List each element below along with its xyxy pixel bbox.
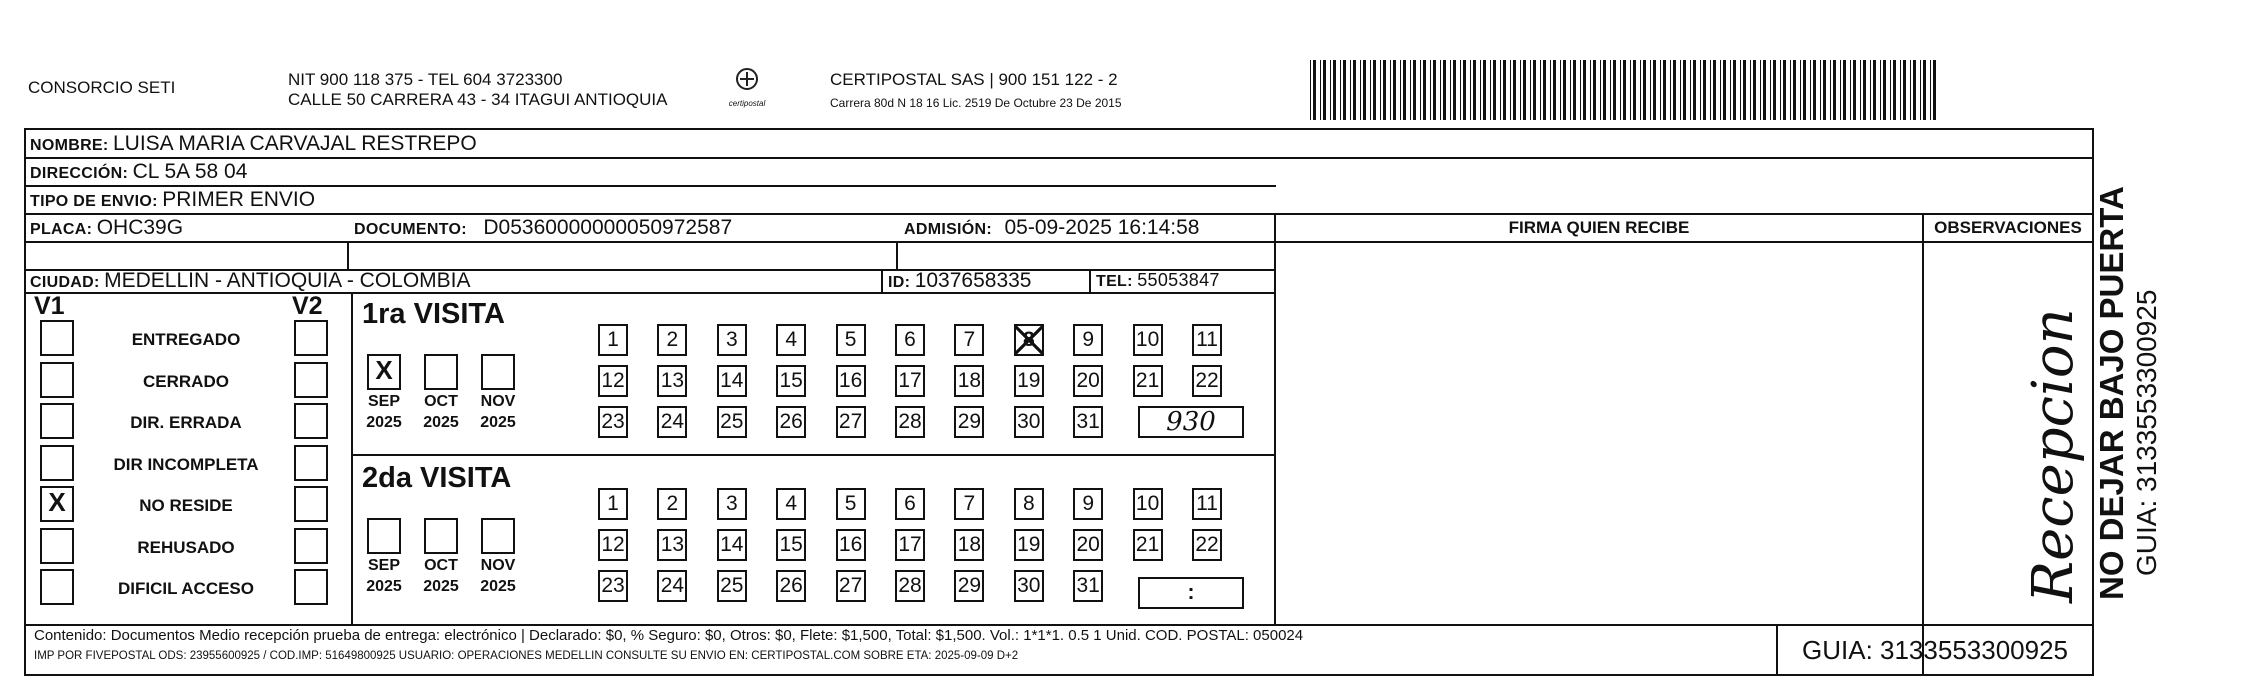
barcode-bar [1870,60,1871,120]
barcode-bar [1470,60,1471,120]
barcode-bar [1343,60,1346,120]
barcode-bar [1633,60,1636,120]
tipo-label: TIPO DE ENVIO: [30,193,158,210]
barcode-bar [1730,60,1731,120]
barcode-bar [1763,60,1766,120]
admision-value: 05-09-2025 16:14:58 [1004,216,1200,239]
company-name: CONSORCIO SETI [28,78,176,97]
ciudad-label: CIUDAD: [30,274,100,291]
barcode-bar [1433,60,1436,120]
barcode-bar [1893,60,1896,120]
visit2-day-box[interactable]: 21 [1133,529,1163,561]
barcode-bar [1733,60,1736,120]
barcode-bar [1670,60,1671,120]
barcode-bar [1603,60,1606,120]
visit2-day-box[interactable]: 25 [717,570,747,602]
visit2-day-box[interactable]: 18 [954,529,984,561]
visit2-day-box[interactable]: 10 [1133,488,1163,520]
visit2-day-box[interactable]: 7 [954,488,984,520]
visit2-day-box[interactable]: 12 [598,529,628,561]
observaciones-area[interactable] [1924,243,2092,624]
barcode-bar [1320,60,1321,120]
visit2-day-box[interactable]: 29 [954,570,984,602]
id-value: 1037658335 [914,269,1032,292]
barcode-bar [1563,60,1566,120]
barcode-bar [1430,60,1431,120]
visit1-day-box[interactable]: 29 [954,406,984,438]
barcode-bar [1770,60,1771,120]
visit2-day-box[interactable]: 27 [836,570,866,602]
barcode-bar [1650,60,1651,120]
license-line: Carrera 80d N 18 16 Lic. 2519 De Octubre 23 De 2015 [830,96,1122,110]
barcode-bar [1873,60,1876,120]
barcode-bar [1783,60,1786,120]
barcode-bar [1410,60,1411,120]
visit2-day-box[interactable]: 30 [1014,570,1044,602]
barcode-bar [1760,60,1761,120]
placa-label: PLACA: [30,221,93,238]
visit1-month-checkbox[interactable] [424,354,458,390]
visit1-month-name: NOV [480,393,516,410]
visit1-day-box[interactable]: 17 [895,365,925,397]
visit1-day-box[interactable]: 14 [717,365,747,397]
barcode-bar [1593,60,1596,120]
barcode-bar [1703,60,1706,120]
documento-label: DOCUMENTO: [354,221,467,238]
barcode-bar [1913,60,1916,120]
placa-row [30,215,183,241]
visit2-month-checkbox[interactable] [481,518,515,554]
visit2-day-box[interactable]: 23 [598,570,628,602]
visit1-day-box[interactable]: 12 [598,365,628,397]
visit1-month-checkbox[interactable]: X [367,354,401,390]
barcode-bar [1780,60,1781,120]
barcode-bar [1583,60,1586,120]
footer-contenido: Contenido: Documentos Medio recepción prueba de entrega: electrónico | Declarado: $0, % Seguro: $0, Otros: $0, Flete: $1,500, Total: $1,500. Vol.: 1*1*1. 0.5 1 Unid. COD. POSTAL: 050024 [34,627,1304,644]
visit1-day-box[interactable]: 23 [598,406,628,438]
tipo-value: PRIMER ENVIO [162,188,316,211]
status-v2-checkbox[interactable] [294,486,328,522]
visit1-day-box[interactable]: 8 [1014,324,1044,356]
visit1-month-year: 2025 [480,414,516,431]
barcode-bar [1423,60,1426,120]
visit1-day-box[interactable]: 10 [1133,324,1163,356]
visit2-day-box[interactable]: 20 [1073,529,1103,561]
barcode-bar [1653,60,1656,120]
direccion-value: CL 5A 58 04 [132,160,248,183]
barcode-bar [1890,60,1891,120]
barcode-bar [1640,60,1641,120]
status-label: CERRADO [143,371,229,391]
barcode-bar [1520,60,1521,120]
barcode-bar [1643,60,1646,120]
barcode-bar [1710,60,1711,120]
visit1-day-box[interactable]: 5 [836,324,866,356]
barcode-bar [1523,60,1526,120]
barcode-bar [1573,60,1576,120]
visit1-day-box[interactable]: 9 [1073,324,1103,356]
visit2-month-checkbox[interactable] [424,518,458,554]
barcode-bar [1630,60,1631,120]
barcode-bar [1813,60,1816,120]
firma-header: FIRMA QUIEN RECIBE [1508,218,1690,237]
barcode-bar [1660,60,1661,120]
visit1-day-box[interactable]: 24 [657,406,687,438]
nombre-label: NOMBRE: [30,137,109,154]
visit2-day-box[interactable]: 4 [776,488,806,520]
address-line: CALLE 50 CARRERA 43 - 34 ITAGUI ANTIOQUIA [288,90,668,109]
visit2-month-year: 2025 [423,578,459,595]
visit1-day-box[interactable]: 18 [954,365,984,397]
barcode-bar [1450,60,1451,120]
barcode-bar [1613,60,1616,120]
status-label: REHUSADO [137,537,235,557]
visit2-day-box[interactable]: 3 [717,488,747,520]
visit1-day-box[interactable]: 4 [776,324,806,356]
barcode-bar [1673,60,1676,120]
barcode-bar [1390,60,1391,120]
barcode-bar [1463,60,1466,120]
barcode-bar [1590,60,1591,120]
barcode-bar [1903,60,1906,120]
tel-label: TEL: [1096,273,1133,290]
visit1-month-year: 2025 [366,414,402,431]
barcode-bar [1453,60,1456,120]
barcode-bar [1920,60,1921,120]
visit2-day-box[interactable]: 2 [657,488,687,520]
barcode-bar [1840,60,1841,120]
visit1-day-box[interactable]: 15 [776,365,806,397]
direccion-row [30,159,247,185]
barcode-bar [1483,60,1486,120]
visit1-day-box[interactable]: 30 [1014,406,1044,438]
logo-text: certipostal [728,99,766,108]
status-v2-checkbox[interactable] [294,569,328,605]
visit1-month-name: OCT [424,393,458,410]
visit1-month-checkbox[interactable] [481,354,515,390]
barcode-bar [1383,60,1386,120]
barcode-bar [1560,60,1561,120]
barcode-bar [1353,60,1356,120]
barcode-bar [1460,60,1461,120]
visit1-day-box[interactable]: 7 [954,324,984,356]
barcode-bar [1530,60,1531,120]
barcode-bar [1830,60,1831,120]
documento-value: D05360000000050972587 [483,216,733,239]
barcode-bar [1473,60,1476,120]
barcode-bar [1823,60,1826,120]
barcode-bar [1540,60,1541,120]
visit1-day-box[interactable]: 11 [1192,324,1222,356]
certipostal-line: CERTIPOSTAL SAS | 900 151 122 - 2 [830,70,1118,89]
barcode-bar [1880,60,1881,120]
nombre-value: LUISA MARIA CARVAJAL RESTREPO [113,132,477,155]
v2-label: V2 [292,292,323,320]
barcode-bar [1930,60,1931,120]
visit1-day-box[interactable]: 16 [836,365,866,397]
visit1-month-name: SEP [367,393,400,410]
ciudad-row [30,269,471,292]
status-v2-checkbox[interactable] [294,445,328,481]
tel-value: 55053847 [1137,270,1220,290]
status-label: ENTREGADO [131,330,241,349]
visit2-day-box[interactable]: 5 [836,488,866,520]
barcode-bar [1720,60,1721,120]
barcode-bar [1600,60,1601,120]
barcode-bar [1373,60,1376,120]
tel-row [1096,269,1220,292]
barcode-bar [1883,60,1886,120]
visit2-day-box[interactable]: 9 [1073,488,1103,520]
visit2-day-box[interactable]: 15 [776,529,806,561]
visit1-day-box[interactable]: 25 [717,406,747,438]
visit2-day-box[interactable]: 26 [776,570,806,602]
barcode-bar [1790,60,1791,120]
barcode-bar [1380,60,1381,120]
barcode-bar [1713,60,1716,120]
visit2-month-checkbox[interactable] [367,518,401,554]
visit2-day-box[interactable]: 1 [598,488,628,520]
barcode-bar [1833,60,1836,120]
barcode-bar [1323,60,1326,120]
status-v2-checkbox[interactable] [294,320,328,356]
barcode-bar [1413,60,1416,120]
visit2-day-box[interactable]: 13 [657,529,687,561]
barcode-bar [1810,60,1811,120]
id-label: ID: [888,274,911,291]
signature-area[interactable] [1276,243,1922,624]
barcode-bar [1340,60,1341,120]
admision-label: ADMISIÓN: [904,221,993,238]
status-v1-checkbox[interactable]: X [40,486,74,522]
visit2-month-name: OCT [424,557,458,574]
side-text [2093,140,2173,600]
barcode-bar [1400,60,1401,120]
barcode-bar [1933,60,1936,120]
v1-label: V1 [34,292,65,320]
barcode-bar [1910,60,1911,120]
barcode-bar [1820,60,1821,120]
ciudad-value: MEDELLIN - ANTIOQUIA - COLOMBIA [104,269,471,292]
placa-value: OHC39G [96,216,184,239]
barcode-bar [1333,60,1336,120]
visit2-day-box[interactable]: 17 [895,529,925,561]
visit2-month-year: 2025 [366,578,402,595]
visit2-day-box[interactable]: 31 [1073,570,1103,602]
barcode-bar [1773,60,1776,120]
barcode-bar [1580,60,1581,120]
barcode-bar [1310,60,1311,120]
barcode-bar [1503,60,1506,120]
barcode-bar [1500,60,1501,120]
visit1-day-box[interactable]: 13 [657,365,687,397]
barcode-bar [1663,60,1666,120]
barcode-bar [1493,60,1496,120]
barcode-bar [1723,60,1726,120]
visit2-day-box[interactable]: 16 [836,529,866,561]
barcode-bar [1490,60,1491,120]
certipostal-logo [716,66,778,110]
status-label: DIR. ERRADA [130,413,242,432]
visit1-day-box[interactable]: 19 [1014,365,1044,397]
visit1-day-box[interactable]: 31 [1073,406,1103,438]
observaciones-header: OBSERVACIONES [1934,218,2082,237]
visit1-day-box[interactable]: 26 [776,406,806,438]
barcode-bar [1513,60,1516,120]
visit2-month-year: 2025 [480,578,516,595]
shipping-form [24,128,2094,676]
barcode [1310,60,1942,120]
visit2-month-name: SEP [367,557,400,574]
barcode-bar [1803,60,1806,120]
barcode-bar [1440,60,1441,120]
barcode-bar [1553,60,1556,120]
barcode-bar [1533,60,1536,120]
status-v1-checkbox[interactable] [40,569,74,605]
visit1-day-box[interactable]: 27 [836,406,866,438]
visit2-month-name: NOV [480,557,516,574]
barcode-bar [1753,60,1756,120]
id-row [888,269,1031,292]
visit1-time[interactable]: 930 [1138,406,1244,438]
status-v2-checkbox[interactable] [294,528,328,564]
barcode-bar [1623,60,1626,120]
status-v1-checkbox[interactable] [40,445,74,481]
visit1-day-box[interactable]: 1 [598,324,628,356]
barcode-bar [1680,60,1681,120]
barcode-bar [1543,60,1546,120]
barcode-bar [1743,60,1746,120]
barcode-bar [1683,60,1686,120]
nit-line: NIT 900 118 375 - TEL 604 3723300 [288,70,563,89]
barcode-bar [1800,60,1801,120]
visit1-day-box[interactable]: 21 [1133,365,1163,397]
barcode-bar [1403,60,1406,120]
barcode-bar [1620,60,1621,120]
visit2-time[interactable]: : [1138,577,1244,609]
barcode-bar [1370,60,1371,120]
barcode-bar [1363,60,1366,120]
barcode-bar [1700,60,1701,120]
barcode-bar [1740,60,1741,120]
status-v2-checkbox[interactable] [294,362,328,398]
status-v1-checkbox[interactable] [40,528,74,564]
visit2-day-box[interactable]: 11 [1192,488,1222,520]
barcode-bar [1570,60,1571,120]
barcode-bar [1360,60,1361,120]
barcode-bar [1330,60,1331,120]
status-v1-checkbox[interactable] [40,362,74,398]
visit1-month-year: 2025 [423,414,459,431]
barcode-bar [1850,60,1851,120]
visit2-day-box[interactable]: 24 [657,570,687,602]
status-v1-checkbox[interactable] [40,403,74,439]
admision-row [904,215,1199,241]
barcode-bar [1480,60,1481,120]
barcode-bar [1393,60,1396,120]
barcode-bar [1853,60,1856,120]
barcode-bar [1793,60,1796,120]
status-label: DIR INCOMPLETA [113,454,259,474]
barcode-bar [1690,60,1691,120]
visit1-day-box[interactable]: 2 [657,324,687,356]
barcode-bar [1510,60,1511,120]
barcode-bar [1843,60,1846,120]
visit2-title: 2da VISITA [362,462,512,494]
visit2-day-box[interactable]: 14 [717,529,747,561]
tipo-row [30,187,315,213]
barcode-bar [1550,60,1551,120]
visit2-day-box[interactable]: 6 [895,488,925,520]
barcode-bar [1350,60,1351,120]
observacion-handwritten: Recepcion [2021,308,2086,603]
status-v1-checkbox[interactable] [40,320,74,356]
barcode-bar [1923,60,1926,120]
barcode-bar [1420,60,1421,120]
barcode-bar [1693,60,1696,120]
barcode-bar [1313,60,1316,120]
visit1-day-box[interactable]: 6 [895,324,925,356]
visit1-day-box[interactable]: 28 [895,406,925,438]
status-label: NO RESIDE [139,496,233,515]
side-guia: GUIA: 3133553300925 [2131,289,2162,576]
barcode-bar [1610,60,1611,120]
direccion-label: DIRECCIÓN: [30,165,129,182]
footer-imp: IMP POR FIVEPOSTAL ODS: 23955600925 / COD.IMP: 51649800925 USUARIO: OPERACIONES MEDELLIN CONSULTE SU ENVIO EN: CERTIPOSTAL.COM SOBRE ETA: 2025-09-09 D+2 [34,650,1019,662]
visit2-day-box[interactable]: 22 [1192,529,1222,561]
status-v2-checkbox[interactable] [294,403,328,439]
visit1-day-box[interactable]: 3 [717,324,747,356]
nombre-row [30,131,477,157]
visit1-title: 1ra VISITA [362,298,505,330]
barcode-bar [1900,60,1901,120]
barcode-bar [1443,60,1446,120]
status-label: DIFICIL ACCESO [117,579,254,598]
barcode-bar [1860,60,1861,120]
logo-icon [727,66,767,94]
visit2-day-box[interactable]: 8 [1014,488,1044,520]
visit1-day-box[interactable]: 22 [1192,365,1222,397]
footer-guia: GUIA: 3133553300925 [1802,635,2068,665]
visit2-day-box[interactable]: 28 [895,570,925,602]
visit2-day-box[interactable]: 19 [1014,529,1044,561]
barcode-bar [1750,60,1751,120]
documento-row [354,215,732,241]
barcode-bar [1863,60,1866,120]
visit1-day-box[interactable]: 20 [1073,365,1103,397]
no-dejar-bajo-puerta: NO DEJAR BAJO PUERTA [2093,186,2130,600]
